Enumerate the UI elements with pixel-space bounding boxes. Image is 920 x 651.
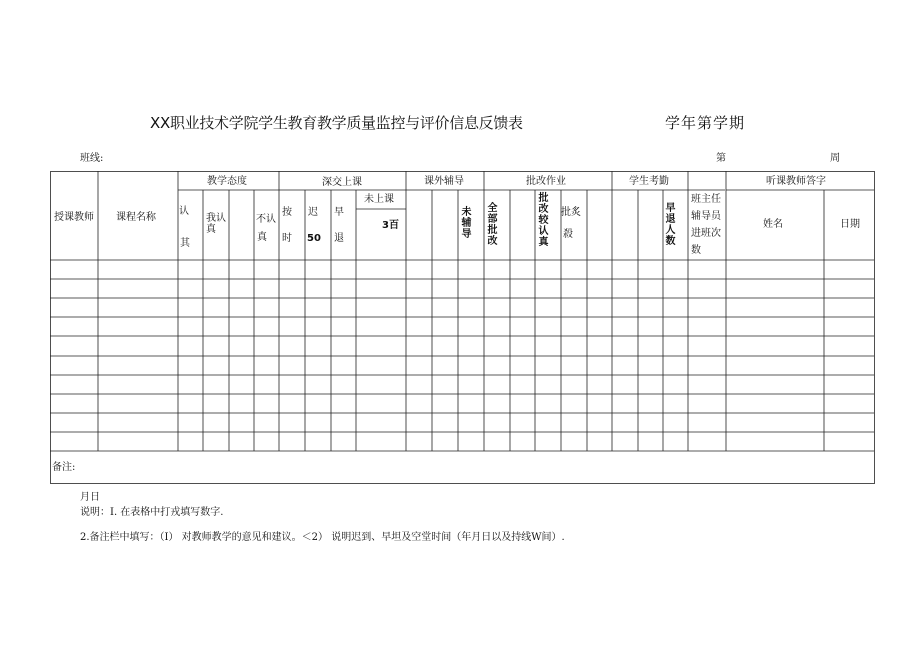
month-day: 月日 [80,492,100,503]
class-b-bottom: 50 [307,233,321,244]
class-c-bottom: 退 [334,233,344,244]
class-b-top: 迟 [308,207,318,218]
group-tutoring: 课外辅导 [424,176,464,187]
week-suffix: 周 [830,153,840,164]
attitude-c-top: 不认 [256,214,276,225]
class-d-header: 未上课 [364,194,394,205]
attitude-a-top: 认 [179,206,189,217]
attitude-b: 我认真 [206,213,226,235]
homework-c-top: 批炙 [561,207,581,218]
group-attendance: 学生考勤 [629,176,669,187]
homework-c-bottom: 殺 [563,229,573,240]
homework-b: 批改较认真 [538,193,549,248]
class-a-bottom: 时 [282,233,292,244]
tutoring-sub: 未辅导 [461,207,472,240]
group-signature: 听课教师答字 [766,176,826,187]
homework-a: 全部批改 [487,203,498,247]
academic-term: 学年第学期 [665,114,746,132]
note-1: 说明：I. 在表格中打戎填写数字. [80,507,224,518]
group-homework: 批改作业 [526,176,566,187]
class-admin-line-4: 数 [691,245,701,256]
class-c-top: 早 [334,207,344,218]
week-prefix: 第 [716,153,726,164]
class-label: 班线: [80,153,104,164]
col-teacher: 授课教师 [54,212,94,223]
form-title: XX职业技术学院学生教育教学质量监控与评价信息反馈表 [150,114,523,132]
remarks-label: 备注: [52,462,76,473]
attitude-c-bottom: 真 [257,232,267,243]
note-2: 2.备注栏中填写：（I） 对教师教学的意见和建议。＜2） 说明迟到、早坦及空堂时间（年月日以及持线W间）. [80,532,565,543]
group-attitude: 教学态度 [207,176,247,187]
col-course: 课程名称 [116,212,156,223]
group-class: 深交上课 [322,177,362,188]
feedback-table [50,171,875,485]
class-admin-line-2: 辅导员 [691,211,721,222]
sig-date: 日期 [840,219,860,230]
class-admin-line-1: 班主任 [691,194,721,205]
class-d-value: 3百 [382,220,399,231]
attendance-sub: 早退人数 [665,203,676,247]
attitude-a-bottom: 其 [180,238,190,249]
class-admin-line-3: 进班次 [691,228,721,239]
sig-name: 姓名 [763,219,783,230]
class-a-top: 按 [282,207,292,218]
